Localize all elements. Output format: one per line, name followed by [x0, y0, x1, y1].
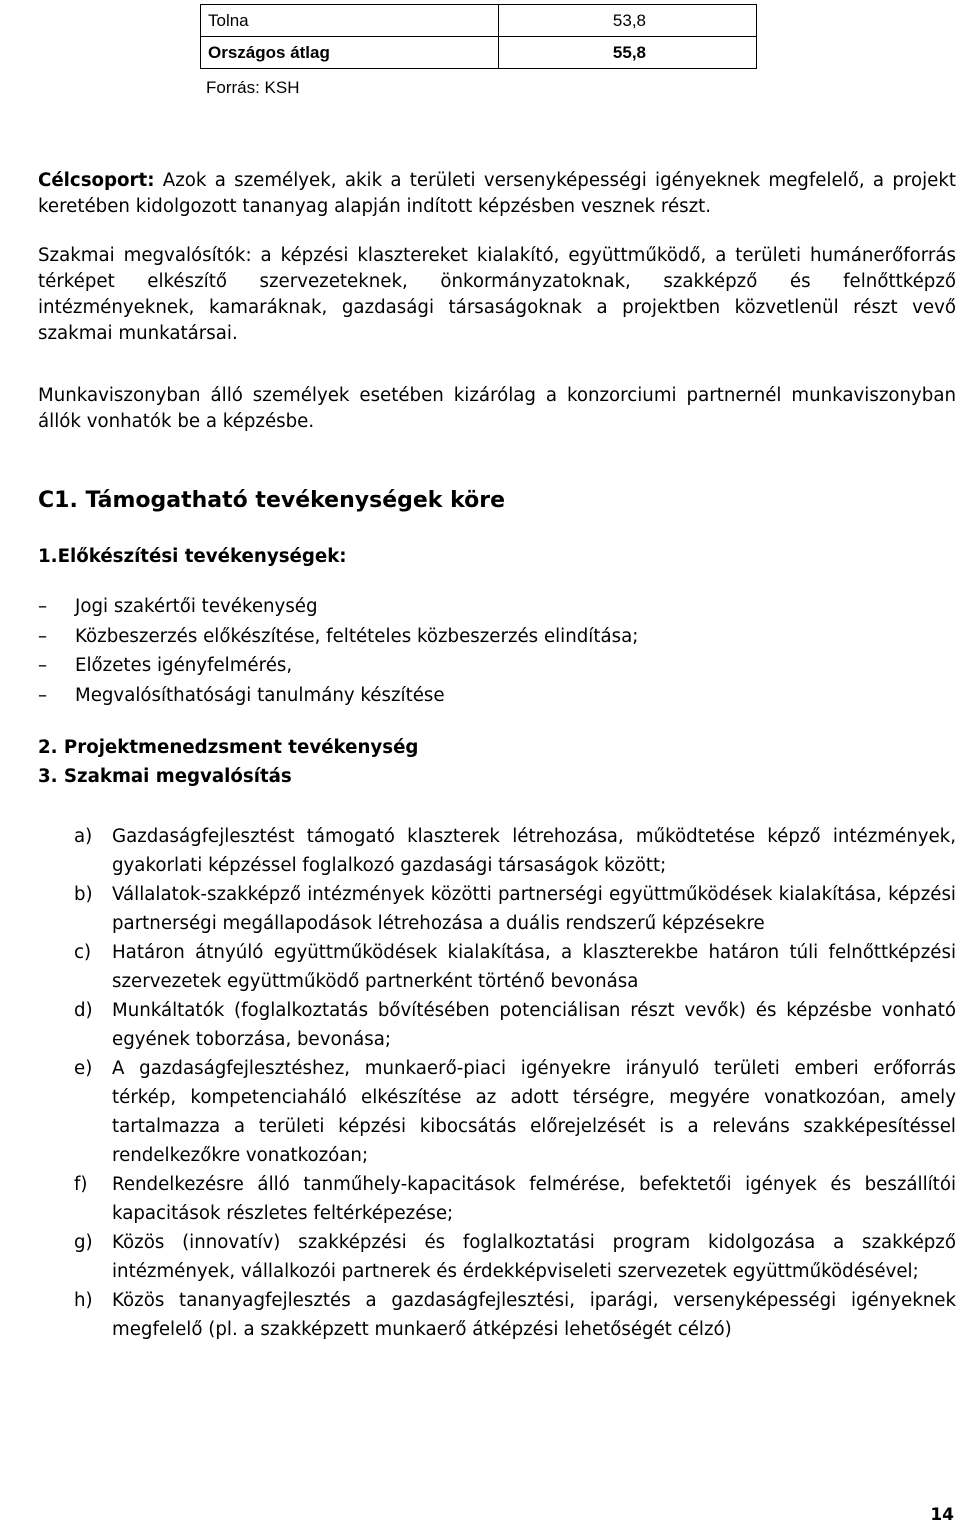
list-item-text: Jogi szakértői tevékenység: [75, 596, 318, 617]
employment-paragraph: Munkaviszonyban álló személyek esetében kizárólag a konzorciumi partnernél munkaviszonyban állók vonhatók be a képzésbe.: [38, 385, 956, 432]
implementers-paragraph: Szakmai megvalósítók: a képzési klasztereket kialakító, együttműködő, a területi humánerőforrás térképet elkészítő szervezeteknek, önkormányzatoknak, szakképző és felnőttképző intézményeknek, kamaráknak, gazdasági társaságoknak a projektben közvetlenül részt vevő szakmai munkatársai.: [38, 245, 956, 344]
list-item: [74, 1286, 956, 1344]
table-source: Forrás: KSH: [206, 78, 300, 97]
list-marker: b): [74, 884, 93, 905]
list-item-text: Gazdaságfejlesztést támogató klaszterek létrehozása, működtetése képző intézmények, gyakorlati képzéssel foglalkozó gazdasági társaságok között;: [112, 826, 956, 876]
activities-list: [74, 822, 956, 1344]
implementation-heading: 3. Szakmai megvalósítás: [38, 766, 292, 787]
dash-bullet-icon: –: [38, 684, 48, 706]
list-marker: c): [74, 942, 92, 963]
list-marker: f): [74, 1174, 88, 1195]
list-item: [74, 1170, 956, 1228]
list-item: [74, 938, 956, 996]
list-item: [38, 592, 638, 622]
list-marker: d): [74, 1000, 93, 1021]
statistics-table: [200, 4, 757, 69]
list-item-text: Közbeszerzés előkészítése, feltételes közbeszerzés elindítása;: [75, 625, 639, 647]
list-marker: e): [74, 1058, 93, 1079]
list-marker: a): [74, 826, 93, 847]
list-item: [74, 1228, 956, 1286]
list-item-text: Vállalatok-szakképző intézmények közötti partnerségi együttműködések kialakítása, képzési partnerségi megállapodások létrehozása a duális rendszerű képzésekre: [112, 884, 956, 934]
page-number: 14: [930, 1505, 954, 1525]
list-item: [74, 880, 956, 938]
table-row: [201, 37, 757, 69]
list-marker: h): [74, 1290, 93, 1311]
dash-bullet-icon: –: [38, 596, 48, 617]
target-group-label: Célcsoport:: [38, 170, 155, 191]
list-item-text: Rendelkezésre álló tanműhely-kapacitások felmérése, befektetői igények és beszállítói kapacitások részletes feltérképezése;: [112, 1174, 956, 1224]
list-marker: g): [74, 1232, 93, 1253]
list-item-text: Közös (innovatív) szakképzési és foglalkoztatási program kidolgozása a szakképző intézmények, vállalkozói partnerek és érdekképviseleti szervezetek együttműködésével;: [112, 1232, 956, 1282]
table-cell-label: Országos átlag: [201, 37, 499, 69]
list-item: [38, 622, 638, 652]
section-title: C1. Támogatható tevékenységek köre: [38, 488, 505, 513]
table-row: [201, 5, 757, 37]
list-item-text: Előzetes igényfelmérés,: [75, 655, 293, 676]
list-item-text: Munkáltatók (foglalkoztatás bővítésében potenciálisan részt vevők) és képzésbe vonható egyének toborzása, bevonása;: [112, 1000, 956, 1050]
dash-bullet-icon: –: [38, 625, 48, 647]
list-item: [38, 681, 638, 711]
dash-bullet-icon: –: [38, 655, 48, 676]
list-item-text: Közös tananyagfejlesztés a gazdaságfejlesztési, iparági, versenyképességi igényeknek megfelelő (pl. a szakképzett munkaerő átképzési lehetőségét célzó): [112, 1290, 956, 1340]
table-cell-value: 55,8: [499, 37, 757, 69]
list-item: [74, 1054, 956, 1170]
table-cell-value: 53,8: [499, 5, 757, 37]
table-cell-label: Tolna: [201, 5, 499, 37]
list-item: [74, 822, 956, 880]
prep-list: [38, 592, 638, 710]
pm-heading: 2. Projektmenedzsment tevékenység: [38, 737, 419, 758]
list-item-text: Határon átnyúló együttműködések kialakítása, a klaszterekbe határon túli felnőttképzési szervezetek együttműködő partnerként történő bevonása: [112, 942, 956, 992]
prep-heading: 1.Előkészítési tevékenységek:: [38, 546, 347, 567]
list-item-text: Megvalósíthatósági tanulmány készítése: [75, 684, 445, 706]
list-item: [74, 996, 956, 1054]
list-item: [38, 651, 638, 681]
list-item-text: A gazdaságfejlesztéshez, munkaerő-piaci igényekre irányuló területi emberi erőforrás térkép, kompetenciaháló elkészítése az adott térségre, megyére vonatkozóan, amely tartalmazza a területi képzési kibocsátás előrejelzését is a releváns szakképesítéssel rendelkezőkre vonatkozóan;: [112, 1058, 956, 1166]
target-group-text: Azok a személyek, akik a területi versenyképességi igényeknek megfelelő, a projekt keretében kidolgozott tananyag alapján indított képzésben vesznek részt.: [38, 170, 956, 217]
target-group-paragraph: [38, 168, 956, 220]
